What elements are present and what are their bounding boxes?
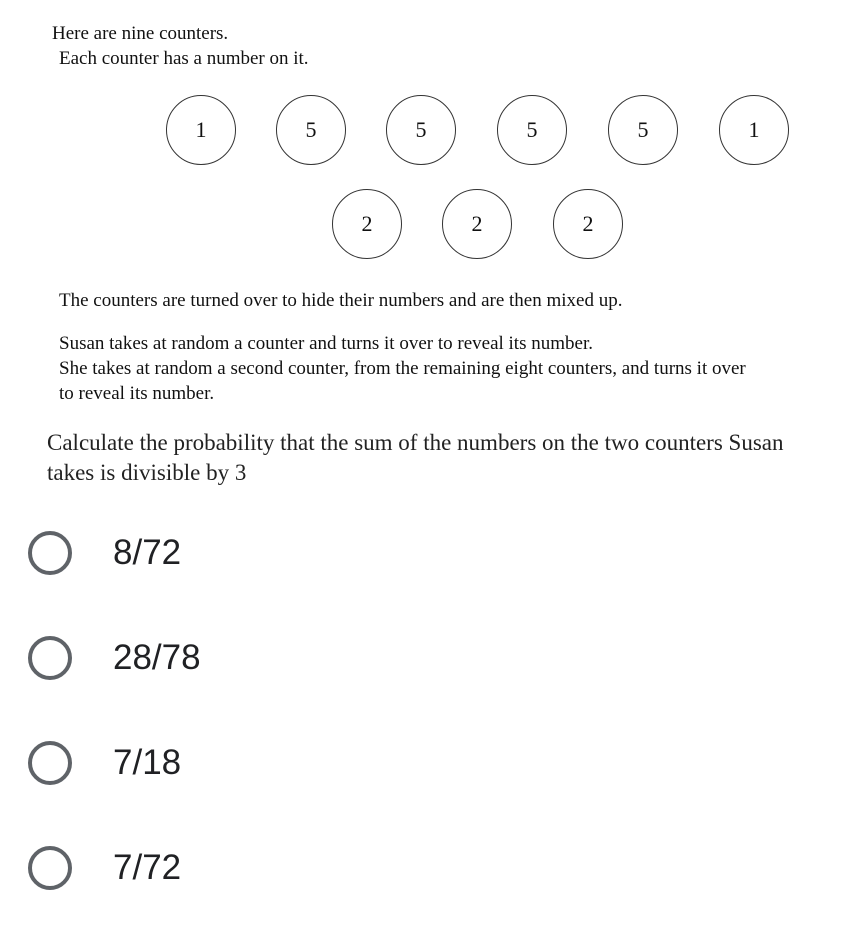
counter: 5 (276, 95, 346, 165)
intro-line-1: Here are nine counters. (52, 23, 229, 44)
body-paragraph-1: The counters are turned over to hide their numbers and are then mixed up. (59, 290, 623, 311)
body-paragraph-2-line-2: She takes at random a second counter, from the remaining eight counters, and turns it over (59, 358, 746, 379)
body-paragraph-2-line-3: to reveal its number. (59, 383, 215, 404)
radio-unchecked-icon[interactable] (28, 531, 72, 575)
counter: 2 (332, 189, 402, 259)
counter: 2 (442, 189, 512, 259)
option-label: 8/72 (113, 533, 182, 572)
radio-unchecked-icon[interactable] (28, 741, 72, 785)
option-3[interactable] (28, 736, 181, 790)
radio-unchecked-icon[interactable] (28, 636, 72, 680)
option-4[interactable] (28, 841, 181, 895)
option-label: 7/72 (113, 848, 182, 887)
radio-unchecked-icon[interactable] (28, 846, 72, 890)
counter: 1 (719, 95, 789, 165)
option-label: 28/78 (113, 638, 201, 677)
question-line-1: Calculate the probability that the sum of the numbers on the two counters Susan (47, 430, 784, 455)
option-1[interactable] (28, 526, 181, 580)
body-paragraph-2-line-1: Susan takes at random a counter and turns it over to reveal its number. (59, 333, 593, 354)
option-label: 7/18 (113, 743, 182, 782)
counter: 1 (166, 95, 236, 165)
counter: 5 (497, 95, 567, 165)
option-2[interactable] (28, 631, 201, 685)
counter: 5 (608, 95, 678, 165)
counter: 5 (386, 95, 456, 165)
intro-line-2: Each counter has a number on it. (59, 48, 309, 69)
question-line-2: takes is divisible by 3 (47, 460, 247, 485)
counter: 2 (553, 189, 623, 259)
